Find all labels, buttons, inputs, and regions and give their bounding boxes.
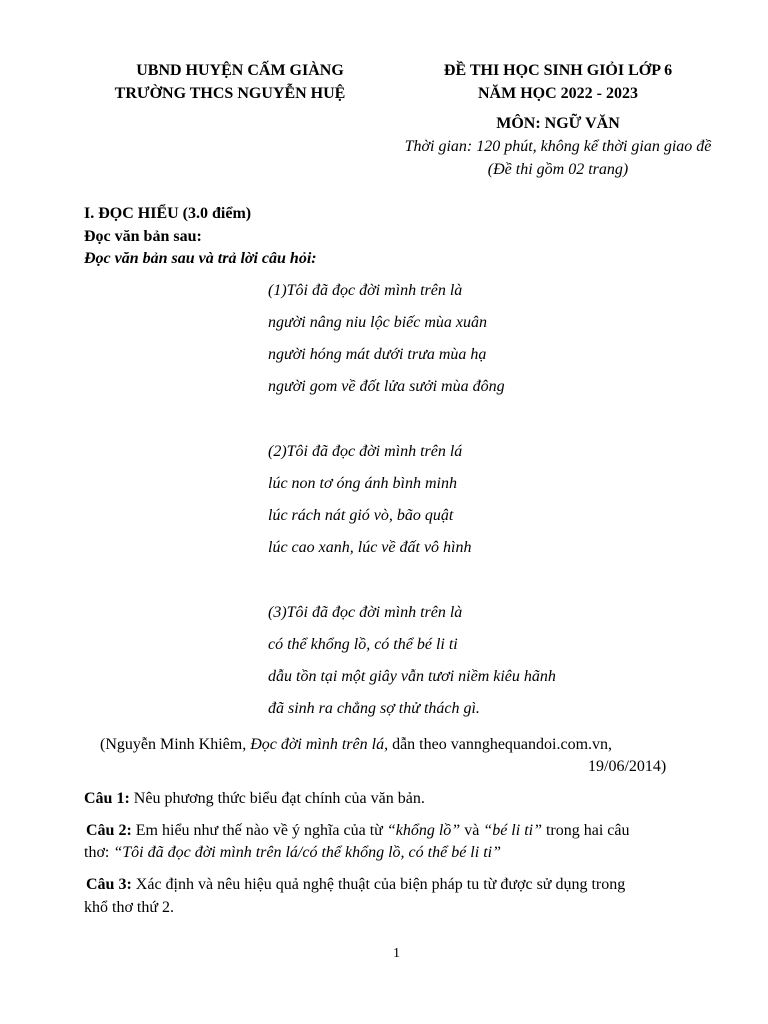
poem-line: lúc cao xanh, lúc về đất vô hình xyxy=(268,539,472,556)
question-1 xyxy=(84,788,425,810)
question-text: Em hiểu như thế nào về ý nghĩa của từ xyxy=(131,822,387,839)
quoted-word: “khổng lồ” xyxy=(386,822,461,839)
question-3-line2: khổ thơ thứ 2. xyxy=(84,899,175,916)
quoted-word: “bé li ti” xyxy=(483,822,542,839)
exam-title: ĐỀ THI HỌC SINH GIỎI LỚP 6 xyxy=(443,62,673,79)
poem-line: đã sinh ra chẳng sợ thử thách gì. xyxy=(268,700,480,717)
question-text: trong hai câu xyxy=(541,822,630,839)
poem-line: (2)Tôi đã đọc đời mình trên lá xyxy=(268,443,463,460)
school-year: NĂM HỌC 2022 - 2023 xyxy=(478,85,638,102)
time-limit: Thời gian: 120 phút, không kể thời gian giao đề xyxy=(404,138,712,155)
poem-line: lúc non tơ óng ánh bình minh xyxy=(268,475,457,492)
instruction-read: Đọc văn bản sau: xyxy=(84,228,202,245)
school-district: UBND HUYỆN CẤM GIÀNG xyxy=(136,62,344,79)
question-text: Nêu phương thức biểu đạt chính của văn bản. xyxy=(129,790,425,807)
question-label: Câu 3: xyxy=(86,876,132,893)
poem-line: người hóng mát dưới trưa mùa hạ xyxy=(268,346,487,363)
source-ref: dẫn theo vannghequandoi.com.vn, xyxy=(388,736,613,753)
pages-note: (Đề thi gồm 02 trang) xyxy=(487,161,629,178)
poem-line: người nâng niu lộc biếc mùa xuân xyxy=(268,314,488,331)
section-title: I. ĐỌC HIỂU (3.0 điểm) xyxy=(84,205,252,222)
question-3 xyxy=(86,874,625,896)
poem-line: người gom về đốt lửa sưởi mùa đông xyxy=(268,378,505,395)
poem-line: dẫu tồn tại một giây vẫn tươi niềm kiêu hãnh xyxy=(268,668,556,685)
question-2-line2 xyxy=(84,842,501,864)
subject: MÔN: NGỮ VĂN xyxy=(496,115,620,132)
question-text: Xác định và nêu hiệu quả nghệ thuật của biện pháp tu từ được sử dụng trong xyxy=(131,876,626,893)
quoted-verse: “Tôi đã đọc đời mình trên lá/có thể khổng lồ, có thể bé li ti” xyxy=(113,844,501,861)
source-citation xyxy=(100,734,612,756)
page-number: 1 xyxy=(393,946,400,961)
source-title: Đọc đời mình trên lá, xyxy=(250,736,389,753)
question-2 xyxy=(86,820,630,842)
question-text: và xyxy=(460,822,484,839)
question-label: Câu 1: xyxy=(84,790,130,807)
instruction-read-answer: Đọc văn bản sau và trả lời câu hỏi: xyxy=(84,250,317,267)
poem-line: lúc rách nát gió vò, bão quật xyxy=(268,507,454,524)
poem-line: (3)Tôi đã đọc đời mình trên là xyxy=(268,604,463,621)
school-name: TRƯỜNG THCS NGUYỄN HUỆ xyxy=(114,85,346,102)
poem-line: có thể khổng lồ, có thể bé li ti xyxy=(268,636,458,653)
source-date: 19/06/2014) xyxy=(588,758,667,775)
poem-line: (1)Tôi đã đọc đời mình trên là xyxy=(268,282,463,299)
source-author: (Nguyễn Minh Khiêm, xyxy=(100,736,251,753)
question-text: thơ: xyxy=(84,844,114,861)
question-label: Câu 2: xyxy=(86,822,132,839)
